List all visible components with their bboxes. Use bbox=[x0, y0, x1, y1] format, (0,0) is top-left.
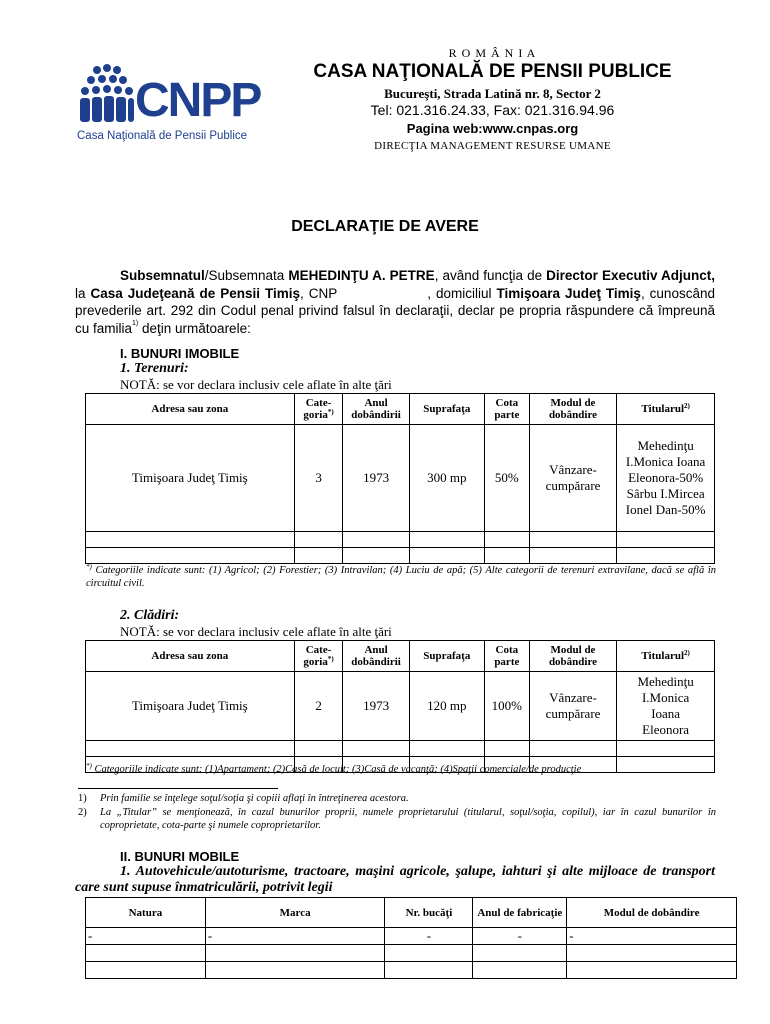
intro-paragraph bbox=[75, 267, 715, 337]
cell-modul: Vânzare-cumpărare bbox=[529, 425, 617, 532]
cell-titular: Mehedinţu I.Monica Ioana Eleonora bbox=[617, 672, 715, 741]
col-titular: Titularul$^{2)}$ bbox=[617, 641, 715, 672]
cell-suprafata: 300 mp bbox=[409, 425, 484, 532]
col-anul: Anul dobândirii bbox=[343, 641, 409, 672]
cladiri-note: NOTĂ: se vor declara inclusiv cele aflate în alte ţări bbox=[120, 624, 392, 639]
cladiri-header-row bbox=[86, 641, 715, 672]
intro-text-6: , cunoscând prevederile art. 292 din Codul penal privind falsul în declaraţii, declar pe propria răspundere că împreună cu familia bbox=[75, 285, 715, 336]
cell-modul: Vânzare-cumpărare bbox=[529, 672, 617, 741]
vehicule-header-row bbox=[86, 898, 737, 928]
cell-anul: 1973 bbox=[343, 425, 409, 532]
col-categoria: Cate-goria*) bbox=[294, 641, 343, 672]
cell-anul: - bbox=[473, 928, 567, 945]
col-categoria: Cate-goria*) bbox=[294, 394, 343, 425]
cell-anul: 1973 bbox=[343, 672, 409, 741]
declarant-name: MEHEDINŢU A. PETRE bbox=[288, 268, 435, 283]
col-adresa: Adresa sau zona bbox=[86, 641, 295, 672]
terenuri-title: 1. Terenuri: bbox=[120, 361, 189, 376]
table-row bbox=[86, 928, 737, 945]
cell-adresa: Timişoara Judeţ Timiş bbox=[86, 425, 295, 532]
cell-categoria: 2 bbox=[294, 672, 343, 741]
cell-nr: - bbox=[385, 928, 473, 945]
intro-footnote-ref: 1) bbox=[132, 319, 139, 327]
cell-natura: - bbox=[86, 928, 206, 945]
cell-suprafata: 120 mp bbox=[409, 672, 484, 741]
web-line: Pagina web:www.cnpas.org bbox=[406, 121, 579, 136]
table-row bbox=[86, 945, 737, 962]
declarant-domicile: Timişoara Judeţ Timiş bbox=[496, 285, 641, 301]
directorate-line: DIRECŢIA MANAGEMENT RESURSE UMANE bbox=[374, 140, 611, 152]
phone-line: Tel: 021.316.24.33, Fax: 021.316.94.96 bbox=[370, 102, 615, 118]
col-anul: Anul dobândirii bbox=[343, 394, 409, 425]
col-cota: Cota parte bbox=[484, 394, 529, 425]
col-marca: Marca bbox=[205, 898, 385, 928]
cell-cota: 50% bbox=[484, 425, 529, 532]
section-2-title: II. BUNURI MOBILE bbox=[120, 849, 240, 864]
cell-cota: 100% bbox=[484, 672, 529, 741]
cell-adresa: Timişoara Judeţ Timiş bbox=[86, 672, 295, 741]
general-note-2: 2) La „Titular” se menţionează, în cazul bunurilor proprii, numele proprietarului (titularul, soţul/soţia, copilul), iar în cazul bunurilor în coproprietate, cota-parte şi numele coproprietarilor. bbox=[78, 807, 716, 831]
cladiri-table bbox=[85, 640, 715, 773]
col-nr-bucati: Nr. bucăţi bbox=[385, 898, 473, 928]
general-note-1: 1) Prin familie se înţelege soţul/soţia şi copiii aflaţi în întreţinerea acestora. bbox=[78, 793, 409, 804]
table-row bbox=[86, 741, 715, 757]
table-row bbox=[86, 532, 715, 548]
vehicule-table bbox=[85, 897, 737, 979]
intro-text-5: , domiciliul bbox=[427, 285, 497, 301]
intro-text-1: /Subsemnata bbox=[204, 268, 289, 283]
declarant-function: Director Executiv Adjunct, bbox=[546, 268, 715, 283]
col-natura: Natura bbox=[86, 898, 206, 928]
col-cota: Cota parte bbox=[484, 641, 529, 672]
col-suprafata: Suprafaţa bbox=[409, 641, 484, 672]
country-line: R O M Â N I A bbox=[448, 46, 537, 60]
terenuri-table bbox=[85, 393, 715, 564]
col-anul-fabricatie: Anul de fabricaţie bbox=[473, 898, 567, 928]
logo-text: CNPP bbox=[135, 74, 261, 127]
terenuri-header-row bbox=[86, 394, 715, 425]
terenuri-note: NOTĂ: se vor declara inclusiv cele aflate în alte ţări bbox=[120, 377, 392, 392]
col-modul: Modul de dobândire bbox=[529, 394, 617, 425]
cladiri-title: 2. Clădiri: bbox=[120, 608, 180, 623]
notes-divider bbox=[78, 788, 278, 789]
logo-subtitle: Casa Naţională de Pensii Publice bbox=[77, 130, 248, 142]
table-row bbox=[86, 548, 715, 564]
col-modul: Modul de dobândire bbox=[529, 641, 617, 672]
table-row bbox=[86, 672, 715, 741]
col-adresa: Adresa sau zona bbox=[86, 394, 295, 425]
col-modul-dobandire: Modul de dobândire bbox=[567, 898, 737, 928]
address-line: Bucureşti, Strada Latină nr. 8, Sector 2 bbox=[384, 86, 601, 101]
declarant-employer: Casa Judeţeană de Pensii Timiş bbox=[90, 285, 300, 301]
terenuri-footnote: *) Categoriile indicate sunt: (1) Agricol; (2) Forestier; (3) Intravilan; (4) Luciu de apă; (5) Alte categorii de terenuri extravilane, dacă se află în circuitul civil. bbox=[86, 563, 716, 589]
intro-subsemnatul: Subsemnatul bbox=[120, 268, 205, 283]
cell-marca: - bbox=[205, 928, 385, 945]
intro-text-2: , având funcţia de bbox=[434, 268, 547, 283]
intro-text-7: deţin următoarele: bbox=[138, 320, 251, 336]
cell-modul: - bbox=[567, 928, 737, 945]
cladiri-footnote: *) Categoriile indicate sunt: (1)Apartament; (2)Casă de locuit; (3)Casă de vacanţă; (4)Spaţii comerciale/de producţie bbox=[86, 762, 582, 775]
section-1-title: I. BUNURI IMOBILE bbox=[120, 346, 240, 361]
col-titular: Titularul$^{2)}$ bbox=[617, 394, 715, 425]
intro-text-3: la bbox=[75, 285, 91, 301]
cell-titular: Mehedinţu I.Monica Ioana Eleonora-50% Sârbu I.Mircea Ionel Dan-50% bbox=[617, 425, 715, 532]
document-title: DECLARAŢIE DE AVERE bbox=[291, 218, 479, 235]
section-2-subtitle: 1. Autovehicule/autoturisme, tractoare, maşini agricole, şalupe, iahturi şi alte mijloace de transport care sunt supuse înmatriculării, potrivit legii bbox=[75, 864, 715, 895]
institution-name: CASA NAŢIONALĂ DE PENSII PUBLICE bbox=[313, 61, 672, 82]
table-row bbox=[86, 425, 715, 532]
cnpp-logo bbox=[75, 62, 265, 152]
cell-categoria: 3 bbox=[294, 425, 343, 532]
intro-text-4: , CNP bbox=[299, 285, 338, 301]
table-row bbox=[86, 962, 737, 979]
col-suprafata: Suprafaţa bbox=[409, 394, 484, 425]
